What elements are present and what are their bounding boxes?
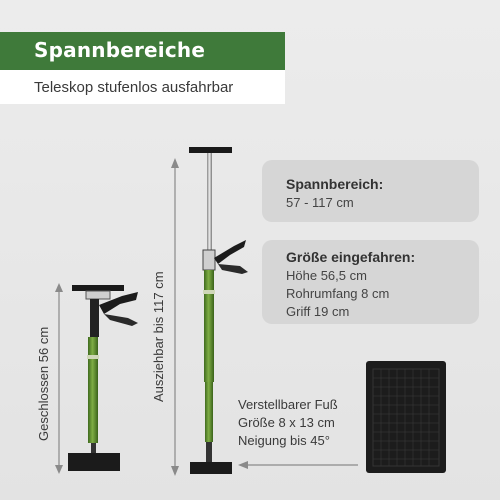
- foot-plate-image: [366, 361, 446, 473]
- foot-line-verstellbar: Verstellbarer Fuß: [238, 397, 338, 412]
- extended-dimension-line: [171, 158, 179, 476]
- groesse-line-hoehe: Höhe 56,5 cm: [286, 268, 367, 283]
- foot-line-groesse: Größe 8 x 13 cm: [238, 415, 335, 430]
- closed-dimension-line: [55, 283, 63, 474]
- spannbereich-box: [262, 160, 479, 222]
- groesse-line-rohrumfang: Rohrumfang 8 cm: [286, 286, 390, 301]
- foot-pointer-arrow: [238, 461, 358, 469]
- page-subtitle: Teleskop stufenlos ausfahrbar: [34, 79, 234, 96]
- groesse-heading: Größe eingefahren:: [286, 249, 416, 265]
- extended-length-label: Ausziehbar bis 117 cm: [151, 271, 166, 402]
- spannbereich-value: 57 - 117 cm: [286, 195, 354, 210]
- page-title: Spannbereiche: [34, 38, 206, 62]
- spannbereich-heading: Spannbereich:: [286, 176, 384, 192]
- closed-pole: [68, 285, 138, 471]
- closed-length-label: Geschlossen 56 cm: [36, 326, 51, 441]
- groesse-line-griff: Griff 19 cm: [286, 304, 350, 319]
- foot-line-neigung: Neigung bis 45°: [238, 433, 330, 448]
- groesse-box: [262, 240, 479, 324]
